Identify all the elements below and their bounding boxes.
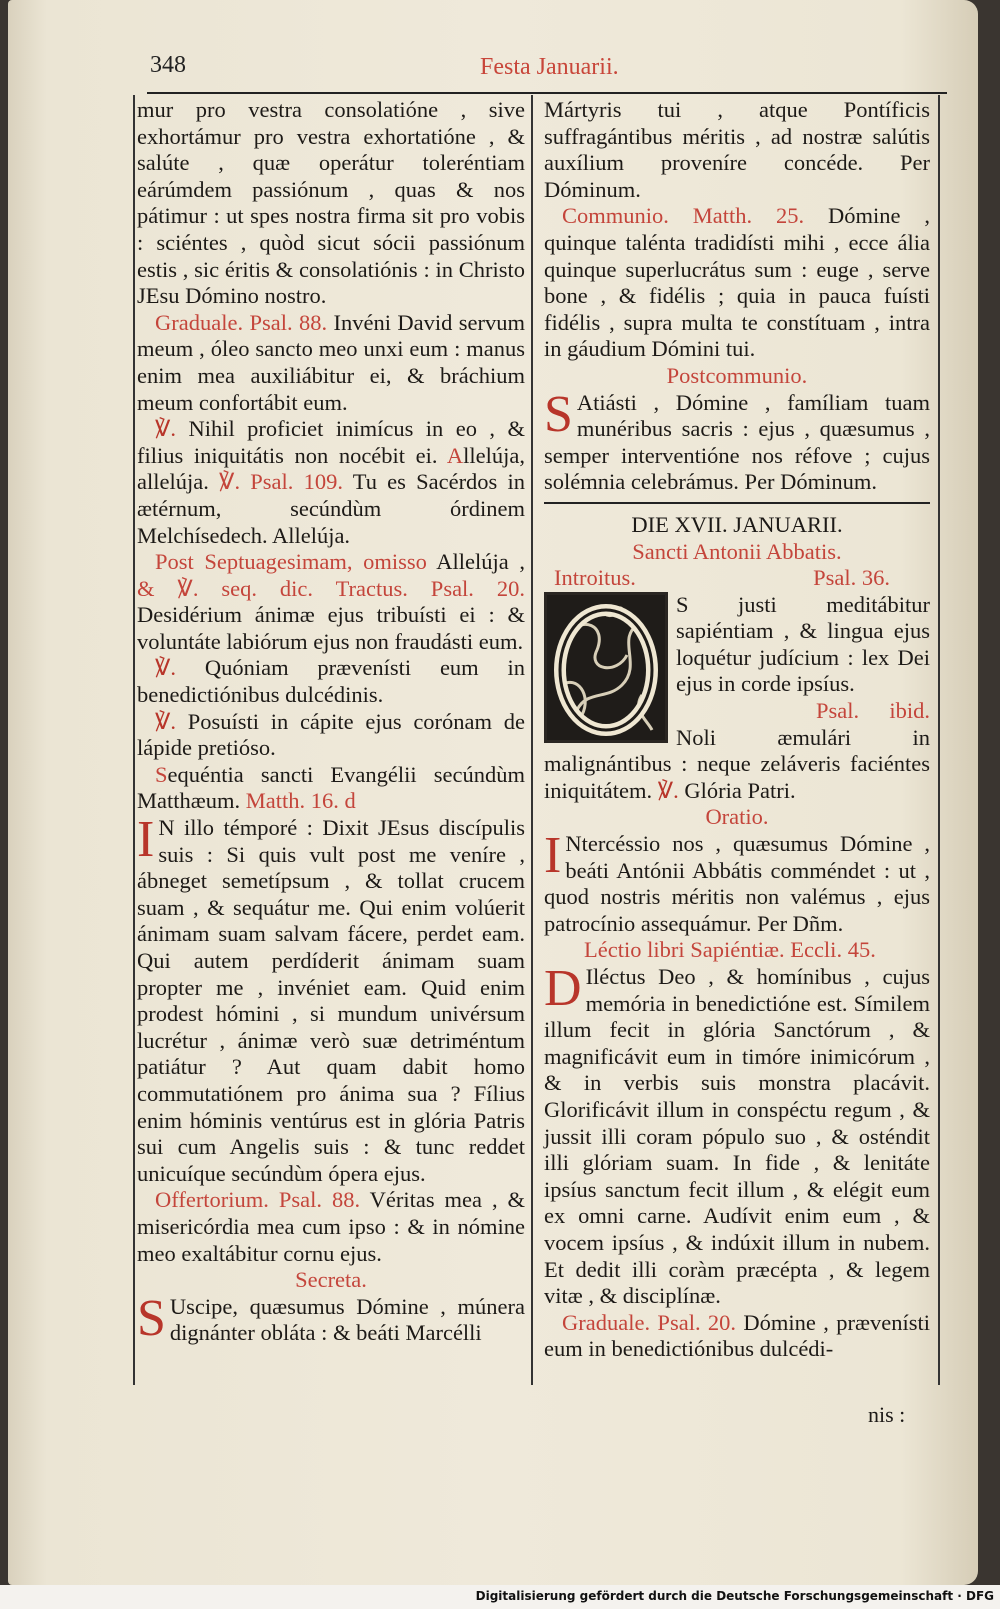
digitization-footer bbox=[0, 1585, 1000, 1609]
graduale-label: Graduale. Psal. 88. bbox=[155, 309, 328, 335]
lection-ref: Eccli. 45. bbox=[784, 937, 876, 963]
psalm-label: Psal. ibid. bbox=[816, 698, 930, 724]
postcommunio-dropcap: S bbox=[544, 385, 573, 443]
right-frame-rule bbox=[938, 95, 940, 1385]
alleluia-initial: A bbox=[446, 442, 464, 468]
sequence-initial: S bbox=[155, 761, 168, 787]
page-number: 348 bbox=[150, 52, 186, 78]
communio-label: Communio. Matth. 25. bbox=[562, 203, 805, 229]
versicle-text-3: Quóniam prævenísti eum in benedictiónibus dulcédinis. bbox=[137, 655, 525, 708]
feast-date-heading: DIE XVII. JANUARII. bbox=[631, 511, 843, 537]
offertory-label: Offertorium. Psal. 88. bbox=[155, 1187, 361, 1213]
oratio-dropcap: I bbox=[544, 827, 562, 885]
lection-dropcap: D bbox=[544, 960, 582, 1017]
graduale-2-label: Graduale. Psal. 20. bbox=[562, 1309, 737, 1335]
tract-paragraph bbox=[137, 549, 525, 655]
catchword: nis : bbox=[868, 1402, 906, 1427]
oratio-text: Ntercéssio nos , quæsumus Dómine , beáti Antónii Abbátis comméndet : ut , quod nostris méritis non valémus , ejus patrocínio assequámur. Per Dñm. bbox=[544, 831, 930, 936]
graduale-text: Invéni David servum meum , óleo sancto meo unxi eum : manus enim mea auxiliábitur ei, & bráchium meum confortábit eum. bbox=[137, 309, 525, 415]
saint-heading: Sancti Antonii Abbatis. bbox=[632, 538, 842, 564]
versicle-paragraph-3 bbox=[137, 655, 525, 708]
right-column bbox=[544, 97, 930, 1363]
offertory-paragraph bbox=[137, 1187, 525, 1267]
secreta-paragraph bbox=[137, 1289, 525, 1347]
postcommunio-text: Atiásti , Dómine , famíliam tuam munéribus sacris : ejus , quæsumus , semper interventióne nos réfove ; cujus solémnia celebrámus. Per Dóminum. bbox=[544, 389, 930, 495]
communio-paragraph bbox=[544, 203, 930, 363]
sequence-ref: Matth. 16. d bbox=[240, 788, 356, 814]
lection-label: Léctio libri Sapiéntiæ. bbox=[584, 937, 785, 963]
left-frame-rule bbox=[133, 95, 135, 1385]
graduale-2-text: Dómine , prævenísti eum in benedictiónibus dulcédi- bbox=[544, 1309, 930, 1362]
footer-credit: Digitalisierung gefördert durch die Deutsche Forschungsgemeinschaft · DFG bbox=[475, 1589, 994, 1603]
lection-heading bbox=[544, 937, 930, 964]
epistle-ending: mur pro vestra consolatióne , sive exhortámur pro vestra exhortatióne , & salúte , quæ operátur toleréntiam eárúmdem passiónum , quas & nos pátimur : ut spes nostra firma sit pro vobis : sciéntes , quòd sicut sócii passiónum estis , sic éritis & consolatiónis : in Christo JEsu Dómino nostro. bbox=[137, 97, 525, 309]
sequence-heading bbox=[137, 762, 525, 815]
graduale-2-paragraph bbox=[544, 1310, 930, 1363]
versicle-paragraph bbox=[137, 416, 525, 549]
rubric-text: Post Septuagesimam, omisso bbox=[155, 549, 427, 575]
versicle-mark-3: ℣. bbox=[155, 655, 177, 681]
versicle-text-2: Tu es Sacérdos in ætérnum, secúndùm órdinem Melchísedech. Allelúja. bbox=[137, 469, 526, 548]
versicle-text-4: Posuísti in cápite ejus corónam de lápide pretióso. bbox=[137, 708, 525, 761]
rubric-rest: Allelúja , bbox=[426, 549, 525, 575]
introit-text: S justi meditábitur sapiéntiam , & lingua ejus loquétur judícium : lex Dei ejus in corde ipsíus. bbox=[676, 591, 930, 697]
graduale-paragraph bbox=[137, 310, 525, 416]
postcommunio-heading: Postcommunio. bbox=[666, 362, 808, 388]
gloria-text: Glória Patri. bbox=[678, 777, 796, 803]
alleluia-rest: llelúja, allelúja. bbox=[137, 442, 525, 495]
oratio-paragraph bbox=[544, 827, 930, 937]
secreta-text: Uscipe, quæsumus Dómine , múnera dignánter obláta : & beáti Marcélli bbox=[169, 1293, 525, 1346]
versicle-mark: ℣. bbox=[155, 416, 177, 442]
versicle-text: Nihil proficiet inimícus in eo , & filius iniquitátis non nocébit ei. bbox=[137, 416, 525, 468]
lection-paragraph bbox=[544, 960, 930, 1310]
versicle-ref: ℣. Psal. 109. bbox=[219, 469, 343, 495]
introit-label: Introitus. bbox=[554, 565, 636, 591]
sequence-title: equéntia sancti Evangélii secúndùm Matthæum. bbox=[137, 761, 525, 814]
oratio-heading: Oratio. bbox=[705, 804, 769, 830]
top-rule bbox=[147, 92, 947, 94]
introit-ref: Psal. 36. bbox=[813, 565, 890, 591]
decorated-o-icon bbox=[547, 595, 665, 740]
running-title: Festa Januarii. bbox=[480, 54, 619, 80]
secreta-heading: Secreta. bbox=[295, 1267, 367, 1293]
versicle-mark-4: ℣. bbox=[155, 708, 177, 734]
introit-heading bbox=[544, 565, 930, 592]
postcommunio-paragraph bbox=[544, 385, 930, 496]
tract-text: Desidérium ánimæ ejus tribuísti ei : & voluntáte labiórum ejus non fraudásti eum. bbox=[137, 602, 525, 654]
column-divider-rule bbox=[531, 95, 533, 1385]
left-column bbox=[137, 97, 525, 1347]
gospel-paragraph bbox=[137, 811, 525, 1187]
ornamental-initial-o bbox=[544, 592, 668, 743]
gospel-text: N illo témporé : Dixit JEsus discípulis suis : Si quis vult post me veníre , ábneget semetípsum , & tollat crucem suam , & sequátur me. Qui enim volúerit ánimam suam salvam fácere, perdet eam. Qui autem perdíderit ánimam suam propter me , invéniet eam. Quid enim prodest hómini , si mundum univérsum lucrétur , ánimæ verò suæ detriméntum patiátur ? Aut quam dabit homo commutatiónem pro ánima sua ? Fílius enim hóminis ventúrus est in glória Patris sui cum Angelis suis : & tunc reddet unicuíque secúndùm ópera ejus. bbox=[137, 815, 525, 1186]
secreta-ending: Mártyris tui , atque Pontíficis suffragántibus méritis , ad nostræ salútis auxílium proveníre concéde. Per Dóminum. bbox=[544, 97, 930, 202]
tract-label: & ℣. seq. dic. Tractus. Psal. 20. bbox=[137, 575, 525, 601]
gloria-mark: ℣. bbox=[657, 777, 679, 803]
secreta-dropcap: S bbox=[137, 1289, 166, 1347]
offertory-text: Véritas mea , & misericórdia mea cum ipso : & in nómine meo exaltábitur cornu ejus. bbox=[137, 1187, 526, 1266]
section-separator bbox=[544, 502, 930, 504]
versicle-paragraph-4 bbox=[137, 709, 525, 762]
psalm-text: Noli æmulári in malignántibus : neque zeláveris faciéntes iniquitátem. bbox=[544, 724, 930, 803]
gospel-dropcap: I bbox=[137, 811, 155, 869]
lection-text: Iléctus Deo , & homínibus , cujus memória in benedictióne est. Símilem illum fecit in glória Sanctórum , & magnificávit eum in timóre inimicórum , & in verbis suis monstra placávit. Glorificávit illum in conspéctu regum , & jussit illi coram pópulo suo , & osténdit illi glóriam suam. In fide , & lenitáte ipsíus sanctum fecit illum , & elégit eum ex omni carne. Audívit enim eum , & vocem ipsíus , & indúxit illum in nubem. Et dedit illi coràm præcépta , & legem vitæ , & disciplínæ. bbox=[544, 964, 930, 1309]
communio-text: Dómine , quinque talénta tradidísti mihi , ecce ália quinque superlucrátus sum : euge , serve bone , & fidélis ; quia in pauca fuísti fidélis , supra multa te constítuam , intra in gáudium Dómini tui. bbox=[544, 203, 930, 362]
